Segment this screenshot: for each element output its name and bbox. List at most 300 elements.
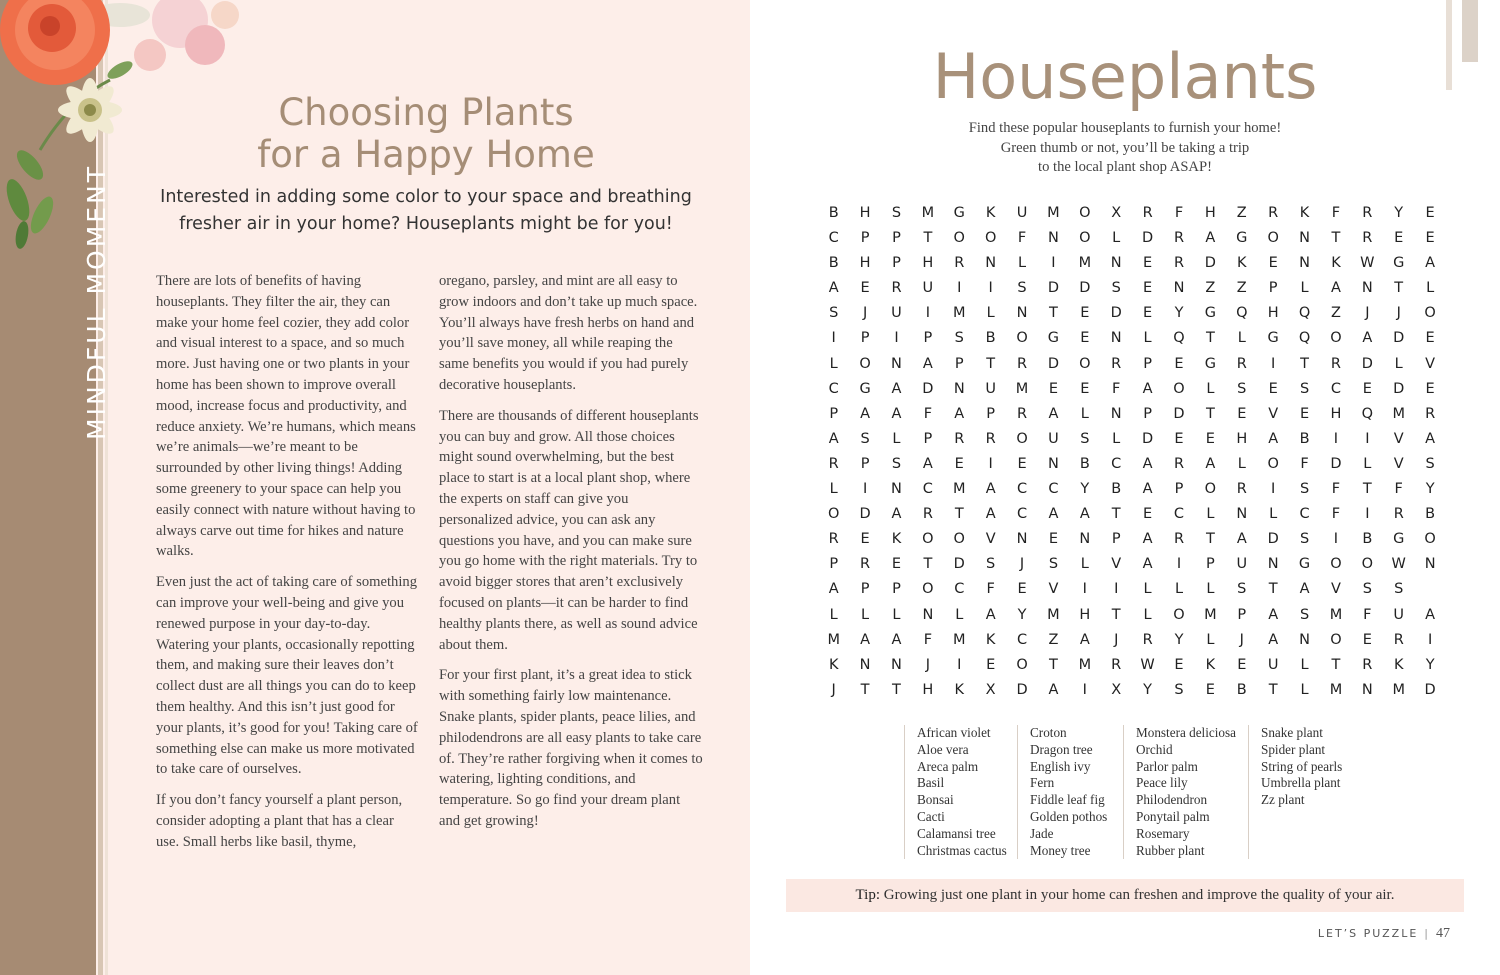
grid-letter: D [1016, 681, 1028, 698]
grid-letter: K [891, 531, 902, 548]
grid-letter: D [1142, 430, 1154, 447]
word: Zz plant [1261, 792, 1305, 808]
grid-letter: E [1237, 405, 1247, 422]
page-title [150, 92, 702, 176]
grid-letter: G [1393, 531, 1405, 548]
grid-letter: A [1205, 230, 1216, 247]
grid-letter: V [1330, 581, 1341, 598]
grid-letter: R [1111, 355, 1122, 372]
grid-letter: S [1111, 280, 1121, 297]
grid-letter: L [829, 355, 838, 372]
grid-letter: V [1268, 405, 1279, 422]
grid-letter: X [1111, 205, 1122, 221]
grid-letter: I [957, 280, 962, 297]
grid-letter: L [1112, 230, 1121, 247]
grid-letter: D [1204, 255, 1216, 272]
grid-letter: A [860, 405, 871, 422]
grid-letter: O [1016, 330, 1028, 347]
grid-letter: O [1330, 330, 1342, 347]
grid-letter: D [1142, 230, 1154, 247]
grid-letter: O [1267, 455, 1279, 472]
word: African violet [917, 725, 991, 740]
grid-row [818, 301, 1446, 326]
grid-letter: E [1174, 430, 1184, 447]
grid-letter: P [860, 581, 870, 598]
grid-letter: Q [1173, 330, 1185, 347]
grid-letter: L [829, 606, 838, 623]
grid-letter: R [1236, 481, 1247, 498]
grid-letter: D [1110, 305, 1122, 322]
grid-letter: I [1365, 430, 1370, 447]
grid-letter: F [986, 581, 995, 598]
word: Rubber plant [1136, 842, 1205, 858]
grid-letter: N [953, 380, 965, 397]
grid-letter: G [1298, 556, 1311, 573]
grid-letter: R [1425, 405, 1436, 422]
grid-letter: N [922, 606, 934, 623]
grid-letter: S [1299, 606, 1310, 623]
grid-letter: V [1393, 430, 1404, 447]
grid-letter: E [1268, 380, 1278, 397]
grid-letter: N [1236, 506, 1248, 523]
grid-letter: M [1204, 606, 1217, 623]
grid-letter: Y [1425, 481, 1435, 498]
grid-letter: Y [1080, 481, 1090, 498]
grid-letter: R [985, 430, 996, 447]
grid-letter: P [1268, 280, 1278, 297]
grid-letter: I [894, 330, 899, 347]
grid-letter: K [828, 656, 839, 673]
text-column-2 [439, 271, 703, 842]
grid-letter: M [827, 631, 840, 648]
grid-letter: N [1173, 280, 1185, 297]
grid-letter: D [1267, 531, 1279, 548]
grid-letter: G [953, 205, 965, 221]
grid-row [818, 326, 1446, 351]
grid-letter: N [891, 355, 902, 372]
grid-letter: L [1426, 280, 1435, 297]
grid-letter: I [1082, 681, 1087, 698]
tip-label: Tip: [855, 887, 880, 903]
grid-letter: M [1392, 405, 1405, 422]
grid-letter: R [1268, 205, 1279, 221]
grid-letter: G [1204, 305, 1216, 322]
grid-letter: E [860, 280, 870, 297]
grid-letter: A [1268, 430, 1279, 447]
grid-letter: F [1331, 506, 1341, 523]
grid-letter: Z [1048, 631, 1059, 648]
word: Ponytail palm [1136, 808, 1210, 824]
grid-letter: E [1425, 205, 1435, 221]
word: Parlor palm [1136, 758, 1198, 774]
grid-letter: S [829, 305, 839, 322]
grid-letter: N [1016, 531, 1028, 548]
grid-letter: P [923, 330, 933, 347]
grid-letter: N [859, 656, 871, 673]
grid-letter: F [1394, 481, 1403, 498]
grid-letter: R [1142, 631, 1153, 648]
grid-letter: D [859, 506, 871, 523]
grid-letter: U [985, 380, 996, 397]
grid-letter: E [1268, 255, 1278, 272]
word: Areca palm [917, 758, 979, 774]
grid-letter: S [1299, 481, 1310, 498]
grid-letter: T [1331, 230, 1341, 247]
grid-letter: O [922, 581, 934, 598]
grid-letter: D [953, 556, 965, 573]
grid-letter: E [1174, 355, 1184, 372]
grid-letter: A [1205, 455, 1216, 472]
grid-letter: S [1394, 581, 1404, 598]
grid-letter: R [1173, 230, 1185, 247]
paragraph: oregano, parsley, and mint are all easy to grow indoors and don’t take up much space. You’ll always have fresh herbs on hand and you’ll save money, all while reaping the same benefits you would if you had purely decorative houseplants. [439, 273, 698, 393]
grid-letter: T [1300, 355, 1309, 372]
grid-letter: R [922, 506, 933, 523]
word: Orchid [1136, 741, 1173, 757]
grid-letter: O [1079, 230, 1091, 247]
grid-letter: A [891, 405, 902, 422]
grid-letter: W [1360, 255, 1375, 272]
grid-letter: L [955, 606, 964, 623]
word-search-grid [818, 201, 1446, 703]
grid-letter: Q [1298, 305, 1311, 322]
footer-separator: | [1424, 927, 1430, 940]
grid-letter: R [1017, 355, 1028, 372]
grid-letter: T [860, 681, 870, 698]
grid-letter: P [1174, 481, 1184, 498]
intro-line: Find these popular houseplants to furnish your home! [968, 120, 1282, 136]
grid-letter: U [891, 305, 902, 322]
grid-letter: A [828, 430, 839, 447]
grid-letter: T [1331, 656, 1341, 673]
grid-row [818, 226, 1446, 251]
grid-letter: A [1142, 481, 1153, 498]
grid-letter: N [1299, 230, 1310, 247]
grid-letter: H [859, 255, 871, 272]
grid-letter: M [1329, 606, 1343, 623]
grid-letter: N [1079, 531, 1091, 548]
grid-row [818, 452, 1446, 477]
grid-letter: E [1143, 506, 1153, 523]
grid-letter: A [891, 380, 902, 397]
text-column-1 [156, 271, 418, 863]
grid-letter: R [828, 531, 839, 548]
grid-letter: D [1079, 280, 1091, 297]
grid-letter: A [1142, 556, 1153, 573]
grid-letter: K [985, 631, 996, 648]
grid-letter: L [1300, 656, 1309, 673]
grid-letter: O [1424, 531, 1436, 548]
grid-letter: O [953, 531, 965, 548]
grid-letter: P [954, 355, 964, 372]
word: Fiddle leaf fig [1030, 792, 1105, 808]
page-tab-thin [1446, 0, 1452, 90]
grid-letter: C [1173, 506, 1185, 523]
grid-letter: A [1425, 606, 1436, 623]
grid-letter: J [1365, 305, 1370, 322]
grid-row [818, 628, 1446, 653]
grid-letter: S [954, 330, 964, 347]
grid-letter: T [1205, 405, 1215, 422]
grid-letter: Y [1017, 606, 1027, 623]
grid-letter: V [1111, 556, 1122, 573]
grid-row [818, 352, 1446, 377]
grid-letter: O [1079, 355, 1091, 372]
grid-letter: O [922, 531, 934, 548]
grid-letter: M [1392, 681, 1405, 698]
grid-letter: A [828, 581, 839, 598]
grid-letter: E [860, 531, 870, 548]
grid-letter: O [1330, 556, 1342, 573]
grid-letter: R [1111, 656, 1122, 673]
grid-letter: N [1048, 455, 1059, 472]
grid-letter: N [1048, 230, 1059, 247]
grid-letter: S [1017, 280, 1027, 297]
grid-letter: D [1330, 455, 1342, 472]
grid-letter: S [1080, 430, 1090, 447]
grid-letter: J [831, 681, 836, 698]
word: English ivy [1030, 758, 1091, 774]
grid-letter: C [1111, 455, 1122, 472]
grid-letter: L [1363, 455, 1372, 472]
grid-letter: L [1300, 280, 1309, 297]
grid-letter: T [1205, 531, 1215, 548]
grid-letter: L [1237, 330, 1246, 347]
grid-letter: A [1142, 380, 1153, 397]
grid-letter: L [1206, 380, 1215, 397]
grid-letter: S [1362, 581, 1372, 598]
word-list-column [1124, 725, 1249, 859]
grid-letter: R [1362, 656, 1373, 673]
grid-letter: Y [1425, 656, 1435, 673]
grid-letter: T [986, 355, 996, 372]
grid-letter: L [829, 481, 838, 498]
grid-letter: G [859, 380, 871, 397]
grid-letter: R [1236, 355, 1247, 372]
word: String of pearls [1261, 758, 1343, 774]
grid-letter: A [1236, 531, 1247, 548]
paragraph: For your first plant, it’s a great idea to stick with something fairly low maintenance. Snake plants, spider plants, peace lilies, and philodendrons are all easy plants to take care of. They’re rather forgiving when it comes to watering, lighting conditions, and temperature. So go find your dream plant and get growing! [439, 667, 703, 829]
grid-letter: A [1268, 606, 1279, 623]
grid-letter: E [1174, 656, 1184, 673]
grid-letter: L [1206, 631, 1215, 648]
grid-letter: T [954, 506, 964, 523]
grid-letter: R [954, 430, 965, 447]
grid-letter: O [1424, 305, 1436, 322]
grid-letter: I [862, 481, 868, 498]
grid-letter: A [1079, 631, 1090, 648]
page-number: 47 [1436, 926, 1450, 941]
grid-letter: G [1236, 230, 1248, 247]
grid-letter: M [1078, 656, 1092, 673]
grid-letter: L [892, 430, 901, 447]
grid-letter: E [1362, 631, 1372, 648]
grid-letter: L [1206, 506, 1215, 523]
grid-letter: F [1363, 606, 1372, 623]
grid-letter: R [1173, 255, 1185, 272]
grid-letter: J [862, 305, 868, 322]
grid-letter: B [828, 205, 839, 221]
section-label: MINDFUL MOMENT [82, 163, 111, 440]
grid-letter: F [1017, 230, 1027, 247]
grid-letter: B [828, 255, 839, 272]
grid-letter: G [1047, 330, 1060, 347]
grid-letter: S [1237, 581, 1247, 598]
grid-letter: Y [1174, 305, 1184, 322]
grid-letter: M [1015, 380, 1029, 397]
paragraph: Even just the act of taking care of something can improve your well-being and give you renewed purpose in your day-to-day. Watering your plants, occasionally repotting them, and making sure their leaves don’t collect dust are all things you can do to keep them healthy. And this isn’t just good for your plants, it’s good for you! Taking care of something else can make us more motivated to take care of ourselves. [156, 574, 418, 778]
grid-letter: A [922, 355, 933, 372]
word: Christmas cactus [917, 842, 1007, 858]
grid-letter: U [1048, 430, 1059, 447]
grid-letter: O [1016, 430, 1028, 447]
grid-letter: H [922, 681, 934, 698]
intro-line: Green thumb or not, you’ll be taking a trip [1000, 139, 1250, 156]
grid-letter: O [1267, 230, 1279, 247]
grid-letter: H [922, 255, 934, 272]
grid-letter: R [954, 255, 965, 272]
grid-letter: J [1396, 305, 1401, 322]
grid-letter: M [953, 305, 966, 322]
grid-letter: L [1394, 355, 1403, 372]
grid-row [818, 477, 1446, 502]
grid-letter: E [1425, 230, 1435, 247]
grid-letter: O [1361, 556, 1374, 573]
word: Calamansi tree [917, 825, 996, 841]
word: Bonsai [917, 792, 954, 808]
grid-letter: O [1330, 631, 1342, 648]
grid-letter: E [1425, 330, 1435, 347]
page-tab [1462, 0, 1478, 62]
word: Golden pothos [1030, 808, 1108, 824]
grid-letter: H [1204, 205, 1216, 221]
grid-letter: K [1205, 656, 1216, 673]
grid-row [818, 201, 1446, 226]
word: Umbrella plant [1261, 775, 1341, 791]
grid-letter: N [891, 656, 902, 673]
paragraph: There are lots of benefits of having houseplants. They filter the air, they can make your home feel cozier, they add color and visual interest to a space, and so much more. Just having one or two plants in your home has been shown to improve overall mood, increase focus and productivity, and reduce anxiety. We’re humans, which means we’re animals—we’re meant to be surrounded by other living things! Adding some greenery to your space can help you easily connect with nature without having to always carve out time for hikes and nature walks. [156, 273, 416, 560]
grid-letter: N [1361, 681, 1373, 698]
grid-letter: D [922, 380, 934, 397]
title-line-1: Choosing Plants [278, 91, 574, 134]
grid-letter: S [1299, 531, 1310, 548]
grid-letter: C [1016, 506, 1028, 523]
grid-letter: L [1237, 455, 1246, 472]
grid-letter: M [1078, 255, 1092, 272]
grid-row [818, 527, 1446, 552]
grid-letter: N [891, 481, 902, 498]
grid-letter: T [1111, 606, 1121, 623]
grid-letter: F [1300, 455, 1309, 472]
grid-letter: R [1362, 230, 1373, 247]
grid-letter: E [1080, 330, 1090, 347]
grid-letter: A [1268, 631, 1279, 648]
grid-letter: B [1299, 430, 1310, 447]
grid-letter: L [1112, 430, 1121, 447]
grid-letter: R [1393, 631, 1404, 648]
grid-row [818, 427, 1446, 452]
grid-letter: S [860, 430, 870, 447]
grid-letter: P [860, 455, 870, 472]
grid-letter: S [1299, 380, 1310, 397]
grid-letter: P [892, 230, 901, 247]
grid-row [818, 377, 1446, 402]
grid-letter: T [1268, 681, 1278, 698]
grid-letter: B [1236, 681, 1247, 698]
grid-row [818, 251, 1446, 276]
grid-letter: E [1048, 380, 1059, 397]
grid-letter: O [1204, 481, 1217, 498]
grid-row [818, 502, 1446, 527]
grid-letter: T [1394, 280, 1404, 297]
grid-letter: A [1299, 581, 1310, 598]
grid-letter: B [1425, 506, 1436, 523]
grid-letter: U [922, 280, 934, 297]
intro-line: to the local plant shop ASAP! [1038, 159, 1212, 175]
grid-letter: P [923, 430, 933, 447]
grid-letter: L [1269, 506, 1278, 523]
word: Monstera deliciosa [1136, 725, 1236, 740]
page-subtitle: Interested in adding some color to your space and breathing fresher air in your home? Houseplants might be for you! [160, 187, 692, 234]
grid-letter: P [1143, 405, 1152, 422]
grid-letter: T [923, 230, 933, 247]
grid-letter: I [831, 330, 836, 347]
grid-letter: E [1362, 380, 1372, 397]
word: Snake plant [1261, 725, 1323, 740]
grid-letter: E [1143, 255, 1153, 272]
grid-letter: I [1176, 556, 1182, 573]
grid-letter: P [860, 230, 870, 247]
grid-letter: X [1111, 681, 1122, 698]
grid-letter: I [988, 455, 993, 472]
grid-letter: C [1048, 481, 1059, 498]
grid-row [818, 402, 1446, 427]
grid-letter: N [1110, 330, 1122, 347]
grid-letter: L [1300, 681, 1309, 698]
word: Aloe vera [917, 741, 969, 757]
grid-letter: F [1331, 481, 1341, 498]
grid-letter: R [1330, 355, 1341, 372]
grid-letter: A [1048, 405, 1059, 422]
word-list [904, 725, 1363, 859]
grid-letter: T [1268, 581, 1278, 598]
grid-letter: D [1393, 330, 1405, 347]
word: Money tree [1030, 842, 1091, 858]
grid-letter: Z [1236, 280, 1247, 297]
grid-letter: G [1267, 330, 1279, 347]
grid-letter: E [1394, 230, 1404, 247]
grid-letter: K [1237, 255, 1247, 272]
page-footer [1318, 926, 1450, 942]
grid-row [818, 603, 1446, 628]
grid-letter: W [1140, 656, 1155, 673]
grid-letter: L [1206, 581, 1215, 598]
grid-letter: U [1016, 205, 1028, 221]
grid-letter: C [828, 380, 839, 397]
grid-letter: S [1237, 380, 1247, 397]
grid-letter: O [953, 230, 965, 247]
grid-letter: H [1236, 430, 1248, 447]
grid-letter: U [1267, 656, 1279, 673]
grid-letter: Z [1236, 205, 1247, 221]
grid-letter: L [1174, 581, 1184, 598]
grid-letter: D [1424, 681, 1436, 698]
grid-letter: G [1393, 255, 1405, 272]
grid-letter: Y [1394, 205, 1404, 221]
grid-letter: V [1393, 455, 1404, 472]
grid-letter: J [925, 656, 930, 673]
grid-letter: L [986, 305, 995, 322]
